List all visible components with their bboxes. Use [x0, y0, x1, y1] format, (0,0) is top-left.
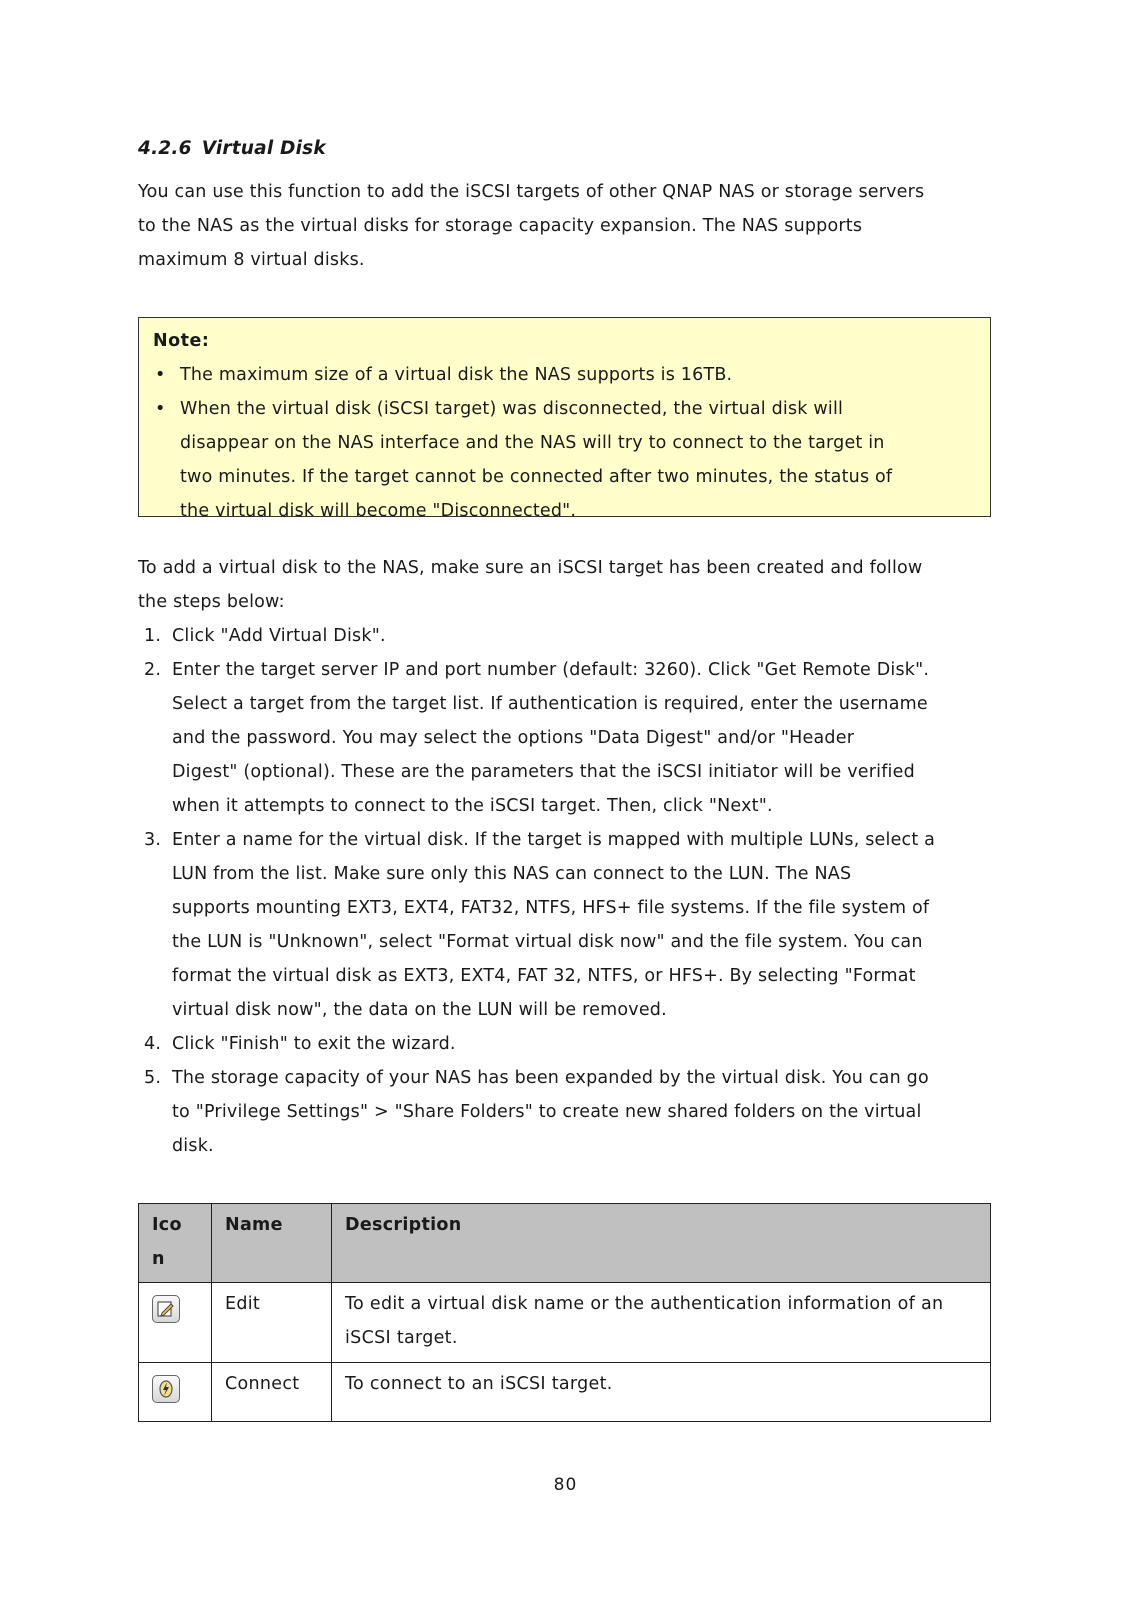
step-item [138, 823, 991, 1027]
step-text: to "Privilege Settings" > "Share Folders" to create new shared folders on the virtual [172, 1102, 922, 1122]
intro-line: You can use this function to add the iSCSI targets of other QNAP NAS or storage servers [138, 182, 925, 202]
description-cell: To edit a virtual disk name or the authentication information of an iSCSI target. [332, 1283, 991, 1363]
note-text: The maximum size of a virtual disk the NAS supports is 16TB. [180, 365, 733, 385]
step-text: LUN from the list. Make sure only this NAS can connect to the LUN. The NAS [172, 864, 852, 884]
steps-intro [138, 551, 991, 619]
description-cell: To connect to an iSCSI target. [332, 1363, 991, 1422]
section-heading [138, 138, 991, 159]
note-text: two minutes. If the target cannot be connected after two minutes, the status of [180, 467, 893, 487]
step-text: Click "Finish" to exit the wizard. [172, 1034, 456, 1054]
step-text: Select a target from the target list. If authentication is required, enter the username [172, 694, 928, 714]
table-header-row [139, 1204, 991, 1283]
intro-line: maximum 8 virtual disks. [138, 250, 365, 270]
note-text: When the virtual disk (iSCSI target) was disconnected, the virtual disk will [180, 399, 844, 419]
step-text: The storage capacity of your NAS has been expanded by the virtual disk. You can go [172, 1068, 929, 1088]
step-item [138, 1061, 991, 1163]
step-number: 2. [144, 660, 162, 680]
icon-cell [139, 1283, 212, 1363]
header-name: Name [212, 1204, 332, 1283]
step-text: Click "Add Virtual Disk". [172, 626, 386, 646]
note-text: the virtual disk will become "Disconnected". [180, 501, 577, 521]
step-number: 4. [144, 1034, 162, 1054]
step-number: 1. [144, 626, 162, 646]
note-bullet [153, 358, 960, 392]
intro-line: to the NAS as the virtual disks for storage capacity expansion. The NAS supports [138, 216, 863, 236]
icon-cell [139, 1363, 212, 1422]
header-icon-label: Icon [152, 1215, 182, 1269]
step-text: disk. [172, 1136, 214, 1156]
page-number: 80 [553, 1475, 578, 1495]
step-item [138, 1027, 991, 1061]
step-text: and the password. You may select the options "Data Digest" and/or "Header [172, 728, 855, 748]
step-text: format the virtual disk as EXT3, EXT4, FAT 32, NTFS, or HFS+. By selecting "Format [172, 966, 916, 986]
note-text: disappear on the NAS interface and the NAS will try to connect to the target in [180, 433, 885, 453]
name-cell: Edit [212, 1283, 332, 1363]
step-text: when it attempts to connect to the iSCSI target. Then, click "Next". [172, 796, 773, 816]
icon-table [138, 1203, 991, 1422]
step-item [138, 653, 991, 823]
step-text: the LUN is "Unknown", select "Format virtual disk now" and the file system. You can [172, 932, 923, 952]
step-text: Digest" (optional). These are the parameters that the iSCSI initiator will be verified [172, 762, 915, 782]
name-cell: Connect [212, 1363, 332, 1422]
step-number: 5. [144, 1068, 162, 1088]
step-text: Enter the target server IP and port number (default: 3260). Click "Get Remote Disk". [172, 660, 930, 680]
step-text: virtual disk now", the data on the LUN will be removed. [172, 1000, 667, 1020]
edit-icon [152, 1295, 180, 1323]
step-text: Enter a name for the virtual disk. If the target is mapped with multiple LUNs, select a [172, 830, 936, 850]
section-title: Virtual Disk [201, 138, 326, 159]
document-page [138, 128, 991, 1422]
bullet-icon: • [155, 365, 166, 385]
note-title: Note: [153, 331, 210, 351]
table-row [139, 1363, 991, 1422]
header-description: Description [332, 1204, 991, 1283]
step-number: 3. [144, 830, 162, 850]
step-text: supports mounting EXT3, EXT4, FAT32, NTFS, HFS+ file systems. If the file system of [172, 898, 930, 918]
steps-intro-line: the steps below: [138, 592, 285, 612]
section-number: 4.2.6 [138, 138, 192, 159]
note-box [138, 317, 991, 521]
bullet-icon: • [155, 399, 166, 419]
steps-intro-line: To add a virtual disk to the NAS, make sure an iSCSI target has been created and follow [138, 558, 923, 578]
table-row [139, 1283, 991, 1363]
header-icon [139, 1204, 212, 1283]
connect-icon [152, 1375, 180, 1403]
note-bullet [153, 392, 960, 528]
steps-list [138, 619, 991, 1163]
note-list [153, 358, 960, 528]
step-item [138, 619, 991, 653]
intro-paragraph [138, 175, 991, 277]
